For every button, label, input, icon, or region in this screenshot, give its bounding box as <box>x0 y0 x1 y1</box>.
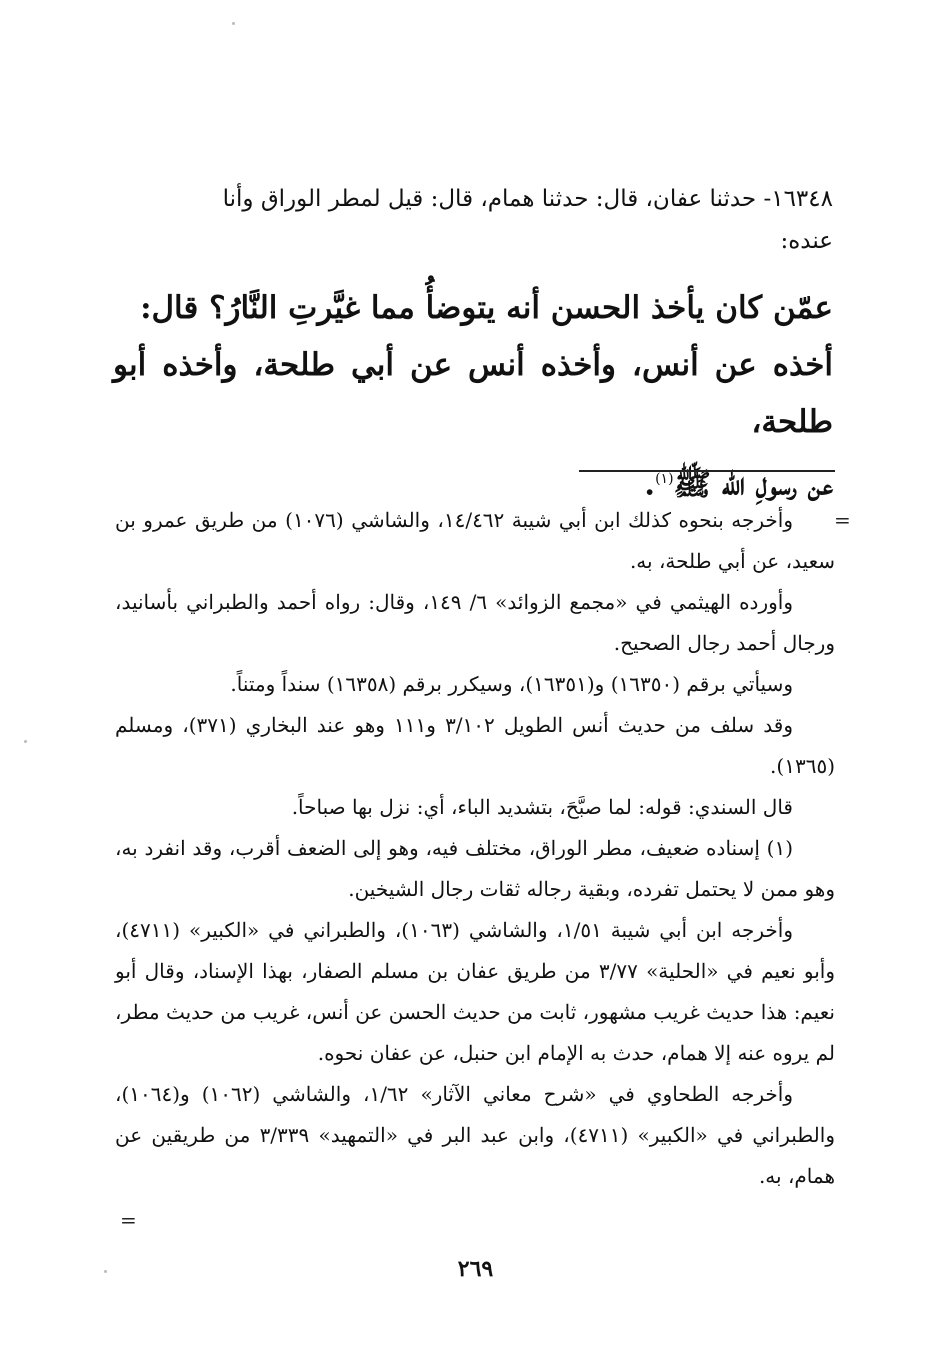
matn-line: أخذه عن أنس، وأخذه أنس عن أبي طلحة، وأخذه أبو طلحة، <box>113 347 833 440</box>
footnote-paragraph: وأخرجه ابن أبي شيبة ١/٥١، والشاشي (١٠٦٣)، والطبراني في «الكبير» (٤٧١١)، وأبو نعيم في «الحلية» ٣/٧٧ من طريق عفان بن مسلم الصفار، بهذا الإسناد، وقال أبو نعيم: هذا حديث غريب مشهور، ثابت من حديث الحسن عن أنس، غريب من حديث مطر، لم يروه عنه إلا همام، حدث به الإمام ابن حنبل، عن عفان نحوه. <box>115 918 835 1065</box>
footnote-separator <box>579 470 835 472</box>
hadith-isnad <box>113 178 833 262</box>
scan-speck <box>232 22 235 25</box>
footnote-reference: (١) <box>655 471 674 487</box>
hadith-matn <box>113 280 833 513</box>
continuation-mark-bottom: = <box>120 1208 137 1232</box>
page-number: ٢٦٩ <box>457 1256 494 1282</box>
continuation-mark-top: = <box>834 508 851 532</box>
footnote-paragraph: وأورده الهيثمي في «مجمع الزوائد» ٦/ ١٤٩، وقال: رواه أحمد والطبراني بأسانيد، ورجال أحمد رجال الصحيح. <box>115 590 835 655</box>
footnote-paragraph: وأخرجه الطحاوي في «شرح معاني الآثار» ١/٦٢، والشاشي (١٠٦٢) و(١٠٦٤)، والطبراني في «الكبير» (٤٧١١)، وابن عبد البر في «التمهيد» ٣/٣٣٩ من طريقين عن همام، به. <box>115 1082 835 1188</box>
footnotes <box>115 500 835 1197</box>
matn-line: عمّن كان يأخذ الحسن أنه يتوضأُ مما غيَّرتِ النَّارُ؟ قال: <box>140 290 833 326</box>
isnad-line: ١٦٣٤٨- حدثنا عفان، قال: حدثنا همام، قال: قيل لمطر الوراق وأنا <box>222 186 833 212</box>
footnote-paragraph: وأخرجه بنحوه كذلك ابن أبي شيبة ١٤/٤٦٢، والشاشي (١٠٧٦) من طريق عمرو بن سعيد، عن أبي طلحة، به. <box>115 508 835 573</box>
matn-end-mark: . <box>644 466 656 503</box>
matn-line-text: عن رسولِ الله ﷺ <box>673 466 833 503</box>
isnad-line: عنده: <box>780 228 833 254</box>
footnote-paragraph: (١) إسناده ضعيف، مطر الوراق، مختلف فيه، وهو إلى الضعف أقرب، وقد انفرد به، وهو ممن لا يحتمل تفرده، وبقية رجاله ثقات رجال الشيخين. <box>115 836 835 901</box>
footnote-paragraph: قال السندي: قوله: لما صبَّحَ، بتشديد الباء، أي: نزل بها صباحاً. <box>291 795 793 819</box>
scan-speck <box>104 1270 107 1273</box>
footnote-paragraph: وسيأتي برقم (١٦٣٥٠) و(١٦٣٥١)، وسيكرر برقم (١٦٣٥٨) سنداً ومتناً. <box>230 672 793 696</box>
scan-speck <box>24 740 27 743</box>
footnote-paragraph: وقد سلف من حديث أنس الطويل ٣/١٠٢ و١١١ وهو عند البخاري (٣٧١)، ومسلم (١٣٦٥). <box>115 713 835 778</box>
